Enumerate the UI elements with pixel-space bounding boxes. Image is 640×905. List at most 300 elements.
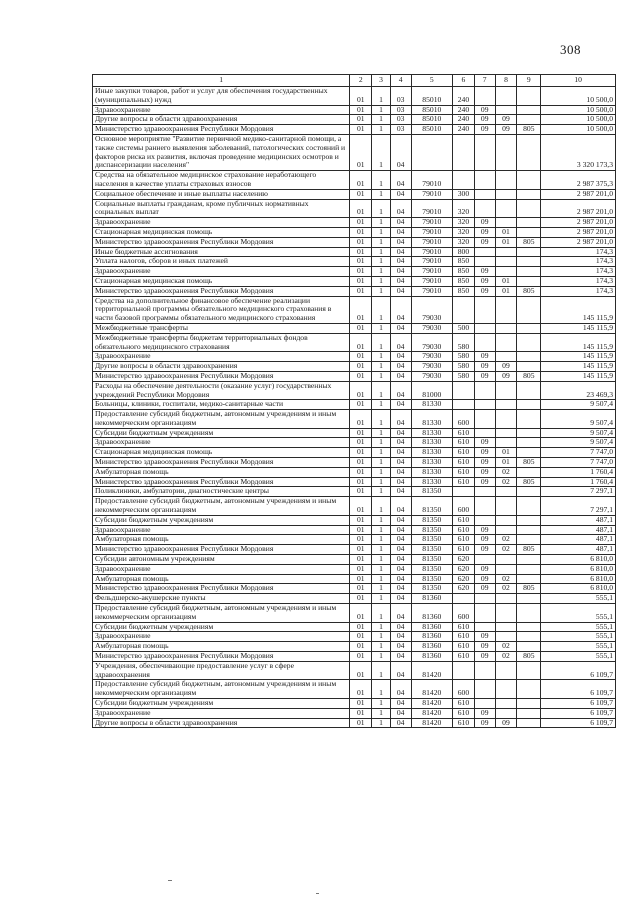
row-code <box>474 189 495 199</box>
row-code <box>517 362 541 372</box>
row-name: Межбюджетные трансферты бюджетам территориальных фондов обязательного медицинского страхования <box>93 333 350 352</box>
row-code: 04 <box>390 467 411 477</box>
table-row <box>93 227 616 237</box>
row-code: 81360 <box>411 594 453 604</box>
row-code <box>495 105 517 115</box>
row-code: 01 <box>350 487 372 497</box>
row-code: 01 <box>350 555 372 565</box>
row-code: 04 <box>390 134 411 170</box>
row-code <box>474 247 495 257</box>
row-code: 01 <box>350 604 372 623</box>
row-code: 04 <box>390 296 411 323</box>
row-code <box>517 267 541 277</box>
row-name: Иные бюджетные ассигнования <box>93 247 350 257</box>
row-code: 1 <box>372 267 391 277</box>
page-number: 308 <box>560 42 581 57</box>
table-row <box>93 632 616 642</box>
row-code <box>453 487 475 497</box>
row-code: 1 <box>372 134 391 170</box>
row-code: 79010 <box>411 247 453 257</box>
header-cell: 10 <box>541 75 616 87</box>
row-code: 03 <box>390 115 411 125</box>
row-code: 04 <box>390 622 411 632</box>
row-name: Министерство здравоохранения Республики Мордовия <box>93 545 350 555</box>
row-name: Больницы, клиники, госпитали, медико-санитарные части <box>93 400 350 410</box>
row-code: 1 <box>372 438 391 448</box>
row-code: 09 <box>495 125 517 135</box>
row-code <box>474 622 495 632</box>
row-code: 04 <box>390 276 411 286</box>
row-code: 04 <box>390 400 411 410</box>
row-code: 01 <box>350 718 372 728</box>
row-code: 04 <box>390 555 411 565</box>
row-code <box>517 247 541 257</box>
row-amount: 9 507,4 <box>541 410 616 429</box>
row-code: 04 <box>390 247 411 257</box>
row-code: 09 <box>474 574 495 584</box>
row-code: 09 <box>474 467 495 477</box>
row-code: 04 <box>390 199 411 218</box>
row-code <box>517 87 541 106</box>
table-row <box>93 467 616 477</box>
table-row <box>93 267 616 277</box>
table-row <box>93 199 616 218</box>
table-row <box>93 652 616 662</box>
row-code: 81350 <box>411 564 453 574</box>
row-name: Расходы на обеспечение деятельности (оказание услуг) государственных учреждений Республики Мордовия <box>93 381 350 400</box>
row-code <box>495 515 517 525</box>
row-amount: 174,3 <box>541 247 616 257</box>
row-name: Амбулаторная помощь <box>93 574 350 584</box>
table-row <box>93 410 616 429</box>
row-code: 320 <box>453 218 475 228</box>
row-name: Социальное обеспечение и иные выплаты населению <box>93 189 350 199</box>
row-code <box>517 594 541 604</box>
row-amount: 10 500,0 <box>541 125 616 135</box>
row-amount: 2 987 201,0 <box>541 199 616 218</box>
row-amount: 487,1 <box>541 545 616 555</box>
row-code: 805 <box>517 477 541 487</box>
row-code: 04 <box>390 594 411 604</box>
table-row <box>93 574 616 584</box>
row-code: 09 <box>474 642 495 652</box>
row-code: 01 <box>495 286 517 296</box>
row-code <box>411 134 453 170</box>
row-code: 1 <box>372 237 391 247</box>
table-row <box>93 708 616 718</box>
row-code <box>517 497 541 516</box>
row-amount: 6 810,0 <box>541 555 616 565</box>
row-code <box>517 134 541 170</box>
row-code: 04 <box>390 497 411 516</box>
row-name: Министерство здравоохранения Республики Мордовия <box>93 477 350 487</box>
row-code: 1 <box>372 189 391 199</box>
scan-mark <box>316 893 319 894</box>
table-body <box>93 87 616 728</box>
row-code: 85010 <box>411 115 453 125</box>
row-amount: 6 109,7 <box>541 718 616 728</box>
row-amount: 174,3 <box>541 267 616 277</box>
row-amount: 3 320 173,3 <box>541 134 616 170</box>
row-amount: 6 109,7 <box>541 680 616 699</box>
row-name: Министерство здравоохранения Республики Мордовия <box>93 458 350 468</box>
row-code: 02 <box>495 652 517 662</box>
row-name: Здравоохранение <box>93 632 350 642</box>
row-code: 04 <box>390 699 411 709</box>
row-code <box>495 333 517 352</box>
row-code <box>474 515 495 525</box>
row-code: 09 <box>474 718 495 728</box>
row-code: 79030 <box>411 371 453 381</box>
table-row <box>93 257 616 267</box>
row-code <box>474 661 495 680</box>
row-code <box>495 87 517 106</box>
row-code <box>474 296 495 323</box>
row-amount: 145 115,9 <box>541 362 616 372</box>
row-code <box>474 257 495 267</box>
row-name: Стационарная медицинская помощь <box>93 448 350 458</box>
row-code: 800 <box>453 247 475 257</box>
row-code: 1 <box>372 276 391 286</box>
row-amount: 1 760,4 <box>541 477 616 487</box>
row-name: Предоставление субсидий бюджетным, автономным учреждениям и иным некоммерческим организациям <box>93 410 350 429</box>
row-name: Основное мероприятие "Развитие первичной медико-санитарной помощи, а также системы раннего выявления заболеваний, патологических состояний и факторов риска их развития, включая проведение медицинских осмотров и диспансеризации населения" <box>93 134 350 170</box>
row-amount: 487,1 <box>541 515 616 525</box>
table-row <box>93 487 616 497</box>
row-code <box>495 604 517 623</box>
row-amount: 9 507,4 <box>541 438 616 448</box>
row-code <box>517 622 541 632</box>
table-row <box>93 564 616 574</box>
row-code <box>517 410 541 429</box>
row-amount: 7 747,0 <box>541 458 616 468</box>
row-code <box>453 594 475 604</box>
row-code: 1 <box>372 708 391 718</box>
row-code: 02 <box>495 642 517 652</box>
row-name: Министерство здравоохранения Республики Мордовия <box>93 584 350 594</box>
row-amount: 6 109,7 <box>541 661 616 680</box>
row-code: 04 <box>390 267 411 277</box>
row-code <box>517 199 541 218</box>
row-code: 610 <box>453 642 475 652</box>
row-code <box>495 497 517 516</box>
table-row <box>93 171 616 190</box>
row-code: 01 <box>350 276 372 286</box>
row-code: 1 <box>372 680 391 699</box>
row-code <box>474 134 495 170</box>
row-name: Министерство здравоохранения Республики Мордовия <box>93 286 350 296</box>
row-code <box>495 708 517 718</box>
row-name: Поликлиники, амбулатории, диагностические центры <box>93 487 350 497</box>
row-code <box>495 410 517 429</box>
row-code <box>495 632 517 642</box>
row-code: 1 <box>372 400 391 410</box>
row-code: 79010 <box>411 218 453 228</box>
row-amount: 174,3 <box>541 276 616 286</box>
row-code: 01 <box>495 237 517 247</box>
table-row <box>93 371 616 381</box>
row-code: 805 <box>517 584 541 594</box>
row-code: 610 <box>453 535 475 545</box>
row-code: 04 <box>390 352 411 362</box>
row-code: 04 <box>390 661 411 680</box>
row-amount: 10 500,0 <box>541 87 616 106</box>
table-row <box>93 545 616 555</box>
row-amount: 2 987 375,3 <box>541 171 616 190</box>
row-code: 04 <box>390 362 411 372</box>
row-code <box>517 564 541 574</box>
row-code: 320 <box>453 237 475 247</box>
row-code: 81330 <box>411 410 453 429</box>
row-code: 04 <box>390 218 411 228</box>
row-code: 610 <box>453 545 475 555</box>
table-header-row <box>93 75 616 87</box>
row-code: 81350 <box>411 555 453 565</box>
row-amount: 487,1 <box>541 525 616 535</box>
row-name: Предоставление субсидий бюджетным, автономным учреждениям и иным некоммерческим организациям <box>93 497 350 516</box>
row-code: 1 <box>372 458 391 468</box>
row-code: 1 <box>372 622 391 632</box>
row-code: 04 <box>390 323 411 333</box>
table-row <box>93 381 616 400</box>
row-code: 1 <box>372 87 391 106</box>
row-code <box>495 257 517 267</box>
row-code: 1 <box>372 604 391 623</box>
row-code: 610 <box>453 632 475 642</box>
row-code: 04 <box>390 604 411 623</box>
row-amount: 555,1 <box>541 642 616 652</box>
row-code: 1 <box>372 296 391 323</box>
row-code: 03 <box>390 105 411 115</box>
row-code: 81330 <box>411 438 453 448</box>
row-code: 04 <box>390 438 411 448</box>
row-name: Фельдшерско-акушерские пункты <box>93 594 350 604</box>
row-code: 81330 <box>411 458 453 468</box>
row-code: 1 <box>372 652 391 662</box>
table-row <box>93 247 616 257</box>
row-amount: 2 987 201,0 <box>541 227 616 237</box>
row-code: 805 <box>517 371 541 381</box>
row-name: Министерство здравоохранения Республики Мордовия <box>93 125 350 135</box>
row-code: 1 <box>372 125 391 135</box>
row-name: Здравоохранение <box>93 525 350 535</box>
row-code: 01 <box>350 134 372 170</box>
row-code <box>517 352 541 362</box>
row-code <box>517 604 541 623</box>
row-code: 04 <box>390 477 411 487</box>
row-code <box>495 267 517 277</box>
table-row <box>93 535 616 545</box>
row-code: 805 <box>517 125 541 135</box>
row-code: 01 <box>350 105 372 115</box>
row-name: Учреждения, обеспечивающие предоставление услуг в сфере здравоохранения <box>93 661 350 680</box>
row-code: 1 <box>372 352 391 362</box>
row-code: 09 <box>474 286 495 296</box>
row-code <box>495 555 517 565</box>
row-code: 01 <box>350 115 372 125</box>
row-code: 01 <box>350 410 372 429</box>
row-code: 1 <box>372 555 391 565</box>
row-name: Министерство здравоохранения Республики Мордовия <box>93 237 350 247</box>
table-row <box>93 718 616 728</box>
row-amount: 7 297,1 <box>541 487 616 497</box>
row-code <box>453 296 475 323</box>
row-code: 04 <box>390 708 411 718</box>
table-row <box>93 438 616 448</box>
row-code: 1 <box>372 227 391 237</box>
row-amount: 23 469,3 <box>541 381 616 400</box>
row-amount: 487,1 <box>541 535 616 545</box>
row-name: Предоставление субсидий бюджетным, автономным учреждениям и иным некоммерческим организациям <box>93 680 350 699</box>
row-code: 01 <box>350 699 372 709</box>
row-code <box>517 218 541 228</box>
row-code <box>517 555 541 565</box>
row-code <box>474 699 495 709</box>
row-code: 850 <box>453 286 475 296</box>
row-code: 79010 <box>411 237 453 247</box>
row-code: 79010 <box>411 267 453 277</box>
row-code <box>474 381 495 400</box>
row-code: 1 <box>372 333 391 352</box>
row-code <box>517 574 541 584</box>
row-code: 79010 <box>411 189 453 199</box>
table-row <box>93 400 616 410</box>
row-name: Стационарная медицинская помощь <box>93 227 350 237</box>
row-code: 01 <box>495 227 517 237</box>
row-code: 04 <box>390 535 411 545</box>
row-amount: 555,1 <box>541 632 616 642</box>
row-code: 01 <box>350 661 372 680</box>
row-amount: 7 297,1 <box>541 497 616 516</box>
row-code <box>517 381 541 400</box>
row-code: 09 <box>474 227 495 237</box>
row-amount: 10 500,0 <box>541 115 616 125</box>
row-code: 85010 <box>411 105 453 115</box>
row-code: 01 <box>350 323 372 333</box>
row-amount: 2 987 201,0 <box>541 237 616 247</box>
row-amount: 6 810,0 <box>541 584 616 594</box>
row-code: 01 <box>350 286 372 296</box>
row-code: 620 <box>453 584 475 594</box>
row-code: 04 <box>390 333 411 352</box>
row-code: 03 <box>390 125 411 135</box>
row-code: 1 <box>372 525 391 535</box>
row-code: 79030 <box>411 323 453 333</box>
row-code: 09 <box>474 371 495 381</box>
row-amount: 555,1 <box>541 622 616 632</box>
row-code: 01 <box>350 171 372 190</box>
row-code: 610 <box>453 699 475 709</box>
row-code: 610 <box>453 515 475 525</box>
row-code <box>517 276 541 286</box>
row-code: 580 <box>453 333 475 352</box>
row-code: 09 <box>474 352 495 362</box>
row-code: 02 <box>495 584 517 594</box>
row-name: Субсидии автономным учреждениям <box>93 555 350 565</box>
row-name: Другие вопросы в области здравоохранения <box>93 115 350 125</box>
row-code: 610 <box>453 622 475 632</box>
row-code <box>517 400 541 410</box>
header-cell: 1 <box>93 75 350 87</box>
row-code: 03 <box>390 87 411 106</box>
row-name: Социальные выплаты гражданам, кроме публичных нормативных социальных выплат <box>93 199 350 218</box>
row-code <box>517 448 541 458</box>
row-code: 01 <box>350 371 372 381</box>
row-amount: 2 987 201,0 <box>541 218 616 228</box>
header-cell: 6 <box>453 75 475 87</box>
row-code <box>517 296 541 323</box>
row-code: 04 <box>390 257 411 267</box>
row-code: 1 <box>372 699 391 709</box>
row-code: 805 <box>517 286 541 296</box>
row-code: 81420 <box>411 661 453 680</box>
row-name: Стационарная медицинская помощь <box>93 276 350 286</box>
table-row <box>93 189 616 199</box>
row-code: 79010 <box>411 199 453 218</box>
row-code: 04 <box>390 564 411 574</box>
row-code: 01 <box>495 458 517 468</box>
row-code <box>453 171 475 190</box>
row-code: 01 <box>495 448 517 458</box>
row-code: 81350 <box>411 584 453 594</box>
row-code: 09 <box>474 584 495 594</box>
table-row <box>93 296 616 323</box>
table-row <box>93 87 616 106</box>
row-code: 01 <box>495 276 517 286</box>
table-row <box>93 105 616 115</box>
row-code <box>517 535 541 545</box>
header-cell: 9 <box>517 75 541 87</box>
row-code: 81350 <box>411 515 453 525</box>
row-code: 04 <box>390 632 411 642</box>
table-row <box>93 125 616 135</box>
row-code <box>517 525 541 535</box>
row-code: 610 <box>453 708 475 718</box>
table-row <box>93 477 616 487</box>
row-code: 09 <box>474 125 495 135</box>
row-code <box>517 189 541 199</box>
row-code: 04 <box>390 189 411 199</box>
header-cell: 3 <box>372 75 391 87</box>
header-cell: 8 <box>495 75 517 87</box>
row-code: 09 <box>474 458 495 468</box>
row-amount: 174,3 <box>541 286 616 296</box>
row-code: 09 <box>474 535 495 545</box>
row-code: 01 <box>350 237 372 247</box>
row-code: 1 <box>372 574 391 584</box>
row-code <box>474 487 495 497</box>
table-row <box>93 458 616 468</box>
row-code: 04 <box>390 515 411 525</box>
row-code <box>495 487 517 497</box>
row-code: 01 <box>350 680 372 699</box>
row-code: 1 <box>372 584 391 594</box>
row-code <box>495 134 517 170</box>
row-code: 02 <box>495 477 517 487</box>
row-code <box>495 400 517 410</box>
row-code <box>517 718 541 728</box>
row-code <box>474 428 495 438</box>
row-code: 805 <box>517 652 541 662</box>
row-name: Субсидии бюджетным учреждениям <box>93 428 350 438</box>
table-row <box>93 276 616 286</box>
row-code: 1 <box>372 381 391 400</box>
row-code <box>517 699 541 709</box>
row-name: Здравоохранение <box>93 564 350 574</box>
row-code: 1 <box>372 105 391 115</box>
row-code: 04 <box>390 487 411 497</box>
table-row <box>93 515 616 525</box>
